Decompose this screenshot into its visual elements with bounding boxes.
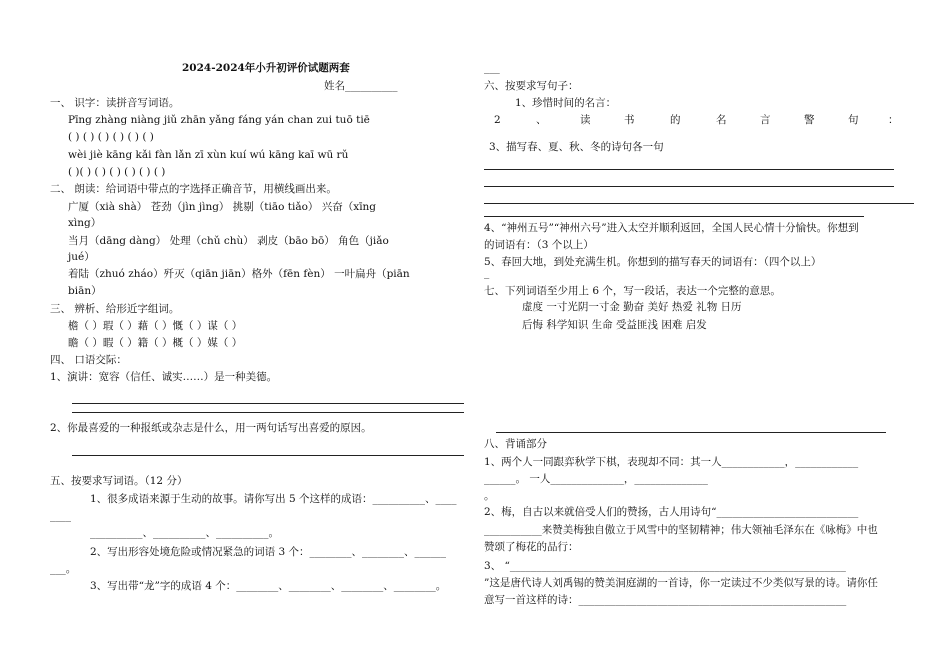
section-2-line-2-wrap: jué） (68, 251, 95, 263)
section-6-question-1: 1、珍惜时间的名言： (515, 97, 617, 109)
section-8-question-2-end: 赞颂了梅花的品行： (484, 541, 579, 553)
answer-line[interactable] (484, 203, 914, 204)
answer-line[interactable] (484, 216, 864, 217)
section-5-question-2: 2、写出形容处境危险或情况紧急的词语 3 个：________、________、______ (90, 546, 447, 558)
section-8-question-1-wrap: ______。 一人______________，______________ (484, 473, 708, 485)
section-6-question-4: 4、“神州五号”“神州六号”进入太空并顺利返回，全国人民心情十分愉快。你想到 (484, 222, 859, 234)
justified-char: 、 (536, 114, 547, 126)
name-field-label: 姓名__________ (324, 80, 398, 92)
section-5-question-1: 1、很多成语来源于生动的故事。请你写出 5 个这样的成语：__________、____ (90, 493, 457, 505)
section-8-question-3-end: 意写一首这样的诗：___________________________________________________ (484, 594, 847, 606)
section-1-blanks-row-1: ( ) ( ) ( ) ( ) ( ) ( ) (68, 131, 154, 143)
section-7-words-2: 后悔 科学知识 生命 受益匪浅 困难 启发 (522, 319, 707, 331)
section-7-heading: 七、下列词语至少用上 6 个，写一段话，表达一个完整的意思。 (484, 285, 781, 297)
section-8-question-1: 1、两个人一同跟弈秋学下棋，表现却不同：其一人____________，____________ (484, 456, 859, 468)
section-8-heading: 八、背诵部分 (484, 438, 547, 450)
section-5-question-2-wrap: ___。 (50, 563, 77, 575)
section-8-question-3-wrap: ”这是唐代诗人刘禹锡的赞美洞庭湖的一首诗，你一定读过不少类似写景的诗。请你任 (484, 577, 878, 589)
section-7-words-1: 虚度 一寸光阴一寸金 勤奋 美好 热爱 礼物 日历 (522, 301, 742, 313)
justified-char: 名 (716, 114, 727, 126)
page-title: 2024-2024年小升初评价试题两套 (182, 62, 350, 74)
section-6-question-5: 5、春回大地，到处充满生机。你想到的描写春天的词语有：（四个以上） (484, 256, 822, 268)
section-6-question-5-mark: _ (484, 267, 490, 279)
answer-line[interactable] (72, 403, 464, 404)
section-1-pinyin-row-2: wèi jiè kāng kǎi fàn lǎn zī xùn kuí wú kāng kaī wū rǔ (68, 149, 349, 161)
answer-line[interactable] (484, 186, 894, 187)
section-2-line-3-wrap: biān） (68, 285, 102, 297)
section-2-heading: 二、 朗读：给词语中带点的字选择正确音节，用横线画出来。 (50, 183, 337, 195)
section-2-line-2: 当月（dāng dàng） 处理（chǔ chù） 剥皮（bāo bō） 角色（jiǎo (68, 235, 389, 247)
section-2-line-3: 着陆（zhuó zháo）歼灭（qiān jiān）格外（fēn fèn） 一叶扁舟（piān (68, 268, 410, 280)
justified-char: 2 (494, 114, 501, 126)
justified-char: 句 (848, 114, 859, 126)
section-2-line-1: 广厦（xià shà） 苍劲（jìn jìng） 挑剔（tiāo tiǎo） 兴奋（xīng (68, 201, 377, 213)
section-5-question-1-blanks: __________、__________、__________。 (90, 527, 279, 539)
answer-line[interactable] (496, 432, 886, 433)
section-1-blanks-row-2: ( )( ) ( ) ( ) ( ) ( ) ( ) (68, 166, 166, 178)
section-5-heading: 五、按要求写词语。（12 分） (50, 475, 188, 487)
answer-line[interactable] (484, 169, 894, 170)
section-4-question-1: 1、演讲：宽容（信任、诚实……）是一种美德。 (50, 371, 278, 383)
justified-char: 书 (624, 114, 635, 126)
section-4-question-2: 2、你最喜爱的一种报纸或杂志是什么，用一两句话写出喜爱的原因。 (50, 422, 372, 434)
section-4-heading: 四、 口语交际： (50, 354, 127, 366)
justified-char: 警 (804, 114, 815, 126)
section-8-question-1-end: 。 (484, 490, 495, 502)
section-8-question-2-wrap: ___________来赞美梅独自傲立于风雪中的坚韧精神；伟大领袖毛泽东在《咏梅》中也 (484, 524, 878, 536)
section-6-question-3: 3、描写春、夏、秋、冬的诗句各一句 (489, 141, 664, 153)
justified-char: 读 (580, 114, 591, 126)
section-3-line-1: 檐（ ）瑕（ ）藉（ ）慨（ ）谋（ ） (68, 320, 243, 332)
section-1-pinyin-row-1: Pīng zhàng niàng jiǔ zhān yǎng fáng yán chan zui tuō tiē (68, 114, 370, 126)
section-1-heading: 一、 识字：读拼音写词语。 (50, 97, 180, 109)
section-5-question-1-wrap: ____ (50, 510, 71, 522)
section-8-question-2: 2、梅，自古以来就倍受人们的赞扬，古人用诗句“___________________________ (484, 506, 859, 518)
section-6-heading: 六、按要求写句子： (484, 80, 579, 92)
justified-char: 言 (760, 114, 771, 126)
answer-line[interactable] (72, 455, 464, 456)
section-2-line-1-wrap: xìng） (68, 217, 102, 229)
section-5-question-3: 3、写出带“龙”字的成语 4 个：________、________、________、________。 (90, 580, 447, 592)
answer-line[interactable] (72, 412, 464, 413)
section-3-line-2: 瞻（ ）暇（ ）籍（ ）概（ ）媒（ ） (68, 337, 243, 349)
top-blank-mark: ___ (484, 62, 500, 74)
section-6-question-4-wrap: 的词语有：（3 个以上） (484, 239, 594, 251)
section-3-heading: 三、 辨析、给形近字组词。 (50, 303, 180, 315)
justified-char: ： (888, 114, 899, 126)
section-8-question-3: 3、 “________________________________________________________________ (484, 560, 846, 572)
justified-char: 的 (670, 114, 681, 126)
